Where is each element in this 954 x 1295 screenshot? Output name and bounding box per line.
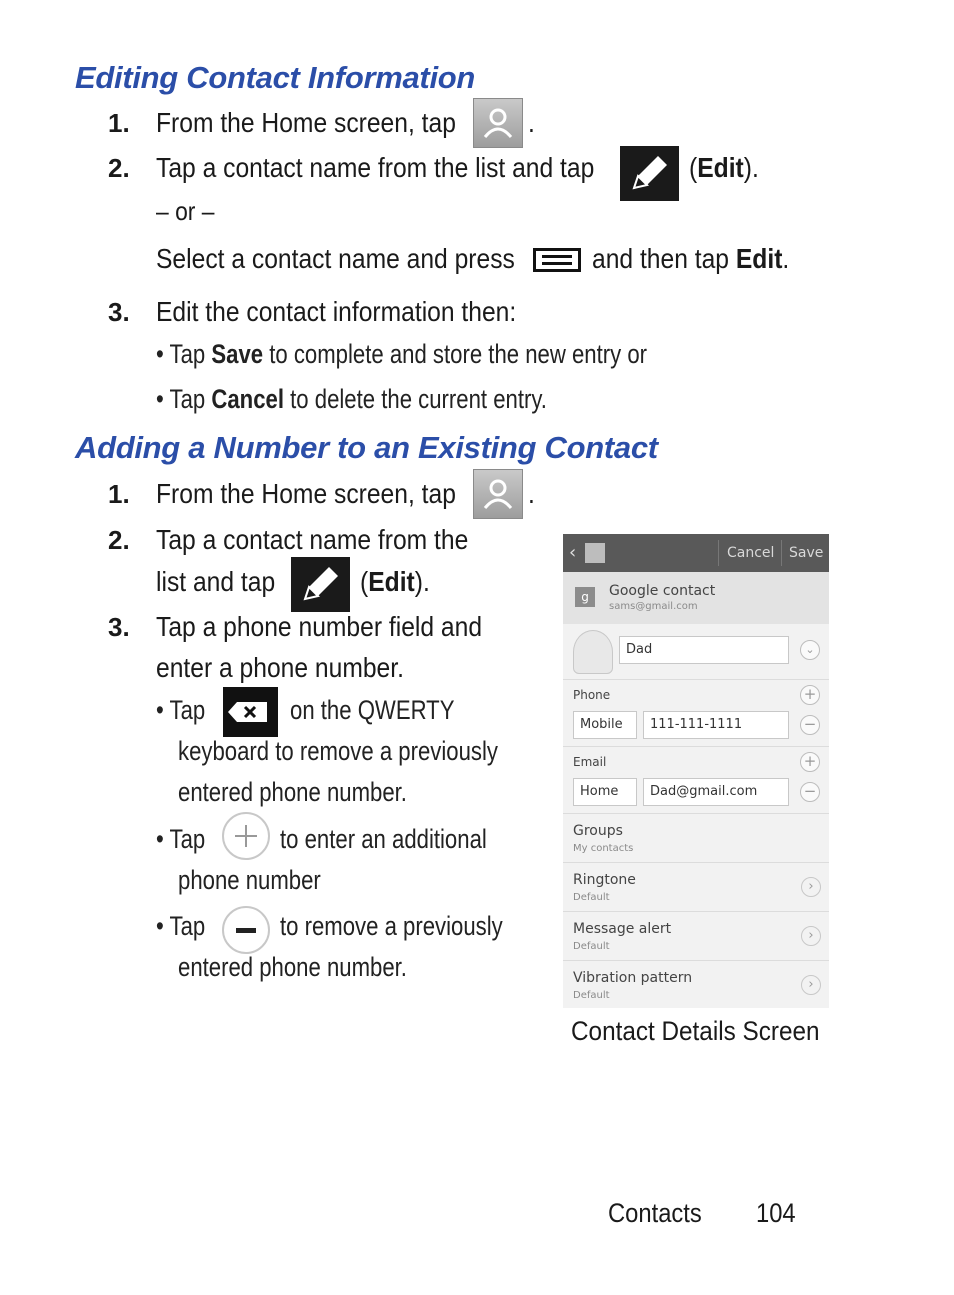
email-section (563, 747, 829, 813)
ringtone-label: Ringtone (573, 872, 636, 888)
ringtone-value: Default (573, 892, 610, 903)
pencil-icon (620, 146, 679, 201)
chevron-right-icon: › (801, 926, 821, 946)
step-text: list and tap (156, 566, 276, 597)
screenshot-caption: Contact Details Screen (571, 1016, 820, 1046)
section-title-adding: Adding a Number to an Existing Contact (75, 430, 658, 465)
chevron-down-icon[interactable]: ⌄ (800, 640, 820, 660)
phone-type-select[interactable]: Mobile (573, 711, 637, 739)
pencil-icon (291, 557, 350, 612)
chevron-right-icon: › (801, 975, 821, 995)
plus-icon[interactable]: + (800, 752, 820, 772)
message-alert-label: Message alert (573, 921, 672, 937)
bullet-backspace: • Tap (156, 695, 206, 725)
bullet-plus: • Tap (156, 824, 206, 854)
account-title: Google contact (609, 583, 716, 599)
message-alert-value: Default (573, 941, 610, 952)
step-period: . (528, 107, 535, 138)
step-number: 1. (108, 479, 130, 509)
footer-section-name: Contacts (608, 1198, 702, 1228)
bullet-minus: • Tap (156, 911, 206, 941)
minus-icon[interactable]: − (800, 715, 820, 735)
bullet-save: • Tap Save to complete and store the new entry or (156, 339, 648, 369)
action-bar (563, 534, 829, 572)
bullet-text: phone number (178, 865, 321, 895)
alt-text: Select a contact name and press (156, 243, 515, 274)
alt-text-end: and then tap Edit. (592, 243, 790, 274)
minus-icon[interactable]: − (800, 782, 820, 802)
bullet-text: entered phone number. (178, 777, 407, 807)
vibration-pattern-value: Default (573, 990, 610, 1001)
menu-key-icon (533, 248, 581, 272)
step-text: From the Home screen, tap (156, 107, 456, 138)
avatar[interactable] (573, 630, 613, 674)
backspace-icon (223, 687, 278, 737)
step-text: Edit the contact information then: (156, 296, 517, 327)
cancel-button[interactable]: Cancel (727, 545, 775, 561)
email-type-select[interactable]: Home (573, 778, 637, 806)
phone-number-field[interactable]: 111-111-1111 (643, 711, 789, 739)
account-section (563, 572, 829, 624)
contacts-icon (473, 98, 523, 148)
step-period: . (528, 478, 535, 509)
groups-row[interactable] (563, 814, 829, 862)
phone-label: Phone (573, 688, 611, 702)
name-field[interactable]: Dad (619, 636, 789, 664)
save-button[interactable]: Save (789, 545, 824, 561)
bullet-text: to remove a previously (280, 911, 503, 941)
bullet-cancel: • Tap Cancel to delete the current entry. (156, 384, 547, 414)
google-icon: g (575, 587, 595, 607)
bullet-text: to enter an additional (280, 824, 487, 854)
step-number: 1. (108, 108, 130, 138)
bullet-text: keyboard to remove a previously (178, 736, 498, 766)
ringtone-row[interactable] (563, 863, 829, 911)
step-number: 3. (108, 612, 130, 642)
name-section (563, 624, 829, 680)
email-label: Email (573, 755, 607, 769)
contact-details-screenshot (563, 534, 829, 1008)
phone-section (563, 680, 829, 746)
step-text: Tap a contact name from the list and tap (156, 152, 595, 183)
edit-paren-text: (Edit). (689, 152, 759, 183)
step-text: Tap a contact name from the (156, 524, 469, 555)
or-separator: – or – (156, 196, 215, 226)
step-text: From the Home screen, tap (156, 478, 456, 509)
account-subtitle: sams@gmail.com (609, 601, 698, 612)
step-number: 2. (108, 525, 130, 555)
vibration-pattern-row[interactable] (563, 961, 829, 1008)
plus-icon[interactable]: + (800, 685, 820, 705)
groups-label: Groups (573, 823, 623, 839)
edit-paren-text: (Edit). (360, 566, 430, 597)
minus-icon (222, 906, 270, 954)
step-text: enter a phone number. (156, 652, 404, 683)
vibration-pattern-label: Vibration pattern (573, 970, 693, 986)
bullet-text: on the QWERTY (290, 695, 455, 725)
back-icon: ‹ (569, 542, 577, 563)
page-number: 104 (756, 1198, 796, 1228)
plus-icon (222, 812, 270, 860)
section-title-editing: Editing Contact Information (75, 60, 476, 95)
email-field[interactable]: Dad@gmail.com (643, 778, 789, 806)
step-text: Tap a phone number field and (156, 611, 483, 642)
contacts-icon (473, 469, 523, 519)
step-number: 2. (108, 153, 130, 183)
bullet-text: entered phone number. (178, 952, 407, 982)
message-alert-row[interactable] (563, 912, 829, 960)
groups-value: My contacts (573, 843, 634, 854)
step-number: 3. (108, 297, 130, 327)
chevron-right-icon: › (801, 877, 821, 897)
contacts-icon (585, 543, 605, 563)
